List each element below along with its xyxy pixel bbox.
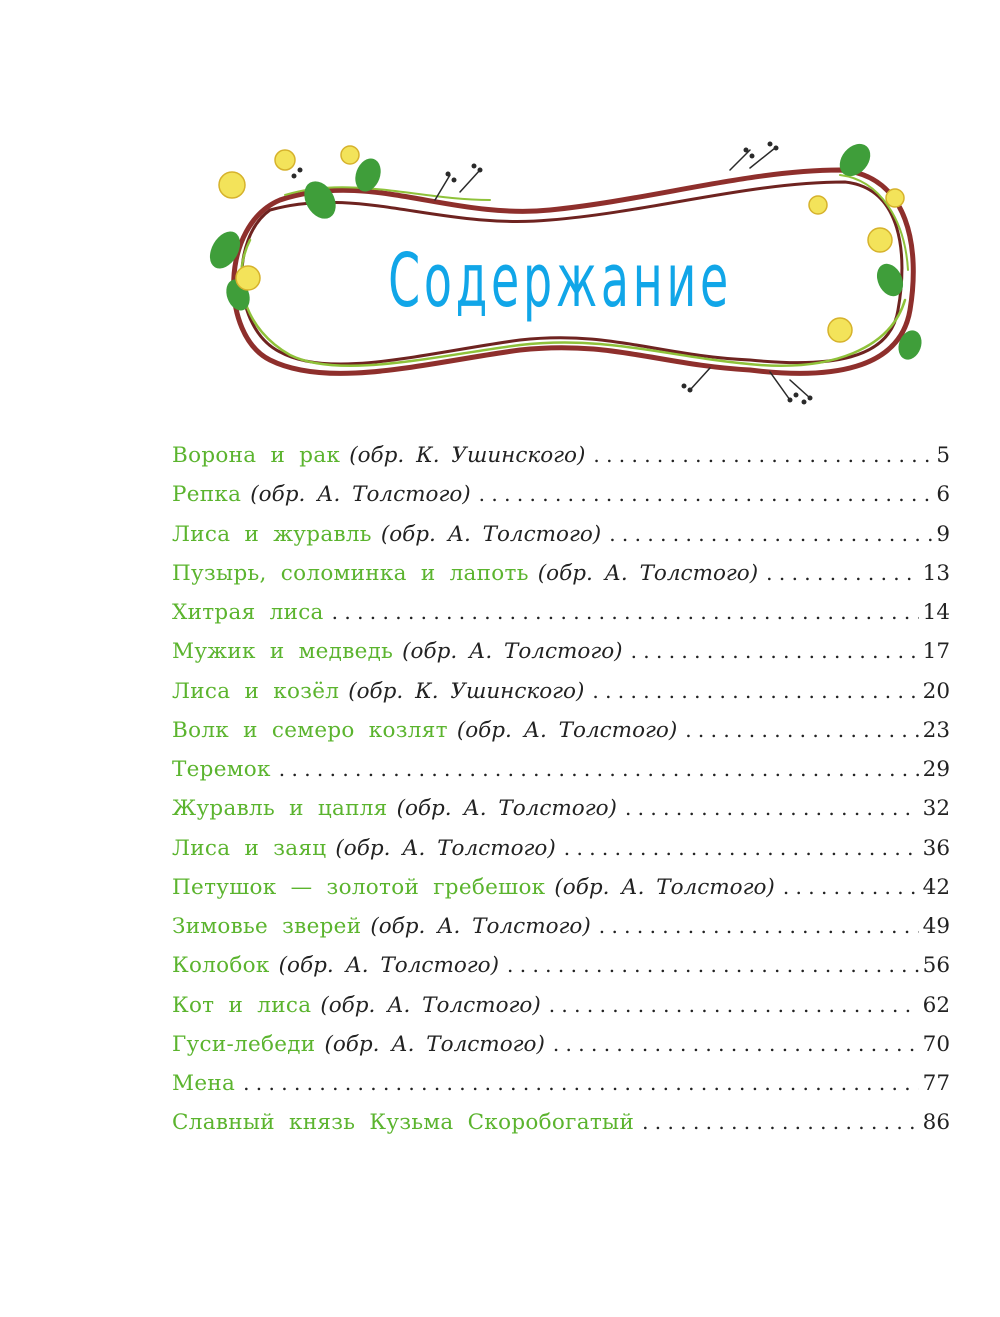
toc-entry[interactable] <box>172 1025 950 1064</box>
toc-entry[interactable] <box>172 829 950 868</box>
toc-dot-leader <box>625 789 919 828</box>
toc-story-title: Славный князь Кузьма Скоробогатый <box>172 1110 635 1136</box>
toc-dot-leader <box>479 475 933 514</box>
toc-story-title: Мужик и медведь <box>172 639 394 665</box>
toc-story-title: Колобок <box>172 953 270 979</box>
toc-entry[interactable] <box>172 1064 950 1103</box>
toc-page-number: 20 <box>922 678 950 704</box>
table-of-contents <box>172 436 950 1143</box>
toc-dot-leader <box>599 907 919 946</box>
toc-page-number: 17 <box>922 639 950 665</box>
toc-story-title: Кот и лиса <box>172 992 312 1018</box>
toc-entry[interactable] <box>172 554 950 593</box>
toc-story-title: Лиса и заяц <box>172 835 327 861</box>
toc-entry[interactable] <box>172 593 950 632</box>
toc-page-number: 86 <box>922 1110 950 1136</box>
toc-credit: (обр. А. Толстого) <box>396 796 617 822</box>
page-title: Содержание <box>388 238 732 324</box>
toc-story-title: Пузырь, соломинка и лапоть <box>172 560 529 586</box>
toc-credit: (обр. А. Толстого) <box>278 953 500 979</box>
toc-credit: (обр. А. Толстого) <box>554 874 775 900</box>
toc-credit: (обр. К. Ушинского) <box>349 443 586 468</box>
toc-story-title: Теремок <box>172 757 271 782</box>
toc-dot-leader <box>609 515 932 554</box>
toc-entry[interactable] <box>172 515 950 554</box>
toc-dot-leader <box>243 1064 919 1103</box>
toc-credit: (обр. А. Толстого) <box>324 1031 545 1057</box>
toc-entry[interactable] <box>172 436 950 475</box>
toc-dot-leader <box>631 632 919 671</box>
toc-page-number: 70 <box>922 1031 950 1057</box>
toc-entry[interactable] <box>172 789 950 828</box>
toc-entry[interactable] <box>172 672 950 711</box>
toc-dot-leader <box>783 868 919 907</box>
toc-story-title: Хитрая лиса <box>172 600 324 625</box>
toc-page-number: 5 <box>936 443 950 468</box>
toc-page-number: 6 <box>936 482 950 508</box>
toc-story-title: Волк и семеро козлят <box>172 717 448 743</box>
toc-page-number: 13 <box>922 560 950 586</box>
toc-page-number: 36 <box>922 835 950 861</box>
toc-story-title: Лиса и козёл <box>172 678 340 704</box>
toc-credit: (обр. А. Толстого) <box>537 560 759 586</box>
toc-dot-leader <box>593 436 932 475</box>
toc-entry[interactable] <box>172 632 950 671</box>
toc-dot-leader <box>685 711 918 750</box>
toc-page-number: 49 <box>922 914 950 939</box>
toc-entry[interactable] <box>172 475 950 514</box>
toc-dot-leader <box>766 554 919 593</box>
toc-entry[interactable] <box>172 946 950 985</box>
toc-entry[interactable] <box>172 750 950 789</box>
toc-page-number: 23 <box>922 717 950 743</box>
toc-story-title: Ворона и рак <box>172 443 341 468</box>
toc-entry[interactable] <box>172 711 950 750</box>
toc-page-number: 56 <box>922 953 950 979</box>
toc-entry[interactable] <box>172 1103 950 1142</box>
toc-page-number: 32 <box>922 796 950 822</box>
toc-story-title: Репка <box>172 482 242 508</box>
toc-dot-leader <box>553 1025 919 1064</box>
toc-credit: (обр. А. Толстого) <box>250 482 471 508</box>
toc-credit: (обр. А. Толстого) <box>370 914 591 939</box>
toc-story-title: Журавль и цапля <box>172 796 388 822</box>
toc-entry[interactable] <box>172 986 950 1025</box>
toc-credit: (обр. А. Толстого) <box>380 521 602 547</box>
toc-dot-leader <box>279 750 919 789</box>
toc-credit: (обр. К. Ушинского) <box>348 678 585 704</box>
toc-page-number: 9 <box>936 521 950 547</box>
toc-page-number: 29 <box>922 757 950 782</box>
toc-page-number: 62 <box>922 992 950 1018</box>
toc-story-title: Гуси-лебеди <box>172 1031 316 1057</box>
toc-dot-leader <box>642 1103 919 1142</box>
toc-entry[interactable] <box>172 907 950 946</box>
toc-dot-leader <box>332 593 919 632</box>
toc-dot-leader <box>549 986 919 1025</box>
toc-credit: (обр. А. Толстого) <box>456 717 678 743</box>
toc-story-title: Петушок — золотой гребешок <box>172 874 546 900</box>
toc-story-title: Мена <box>172 1071 236 1096</box>
toc-page-number: 42 <box>922 874 950 900</box>
toc-page-number: 14 <box>922 600 950 625</box>
toc-story-title: Зимовье зверей <box>172 914 362 939</box>
title-header <box>190 130 930 420</box>
toc-credit: (обр. А. Толстого) <box>335 835 556 861</box>
toc-dot-leader <box>507 946 919 985</box>
toc-entry[interactable] <box>172 868 950 907</box>
toc-dot-leader <box>592 672 918 711</box>
toc-page-number: 77 <box>922 1071 950 1096</box>
toc-dot-leader <box>564 829 919 868</box>
toc-story-title: Лиса и журавль <box>172 521 372 547</box>
toc-credit: (обр. А. Толстого) <box>320 992 541 1018</box>
toc-credit: (обр. А. Толстого) <box>402 639 623 665</box>
